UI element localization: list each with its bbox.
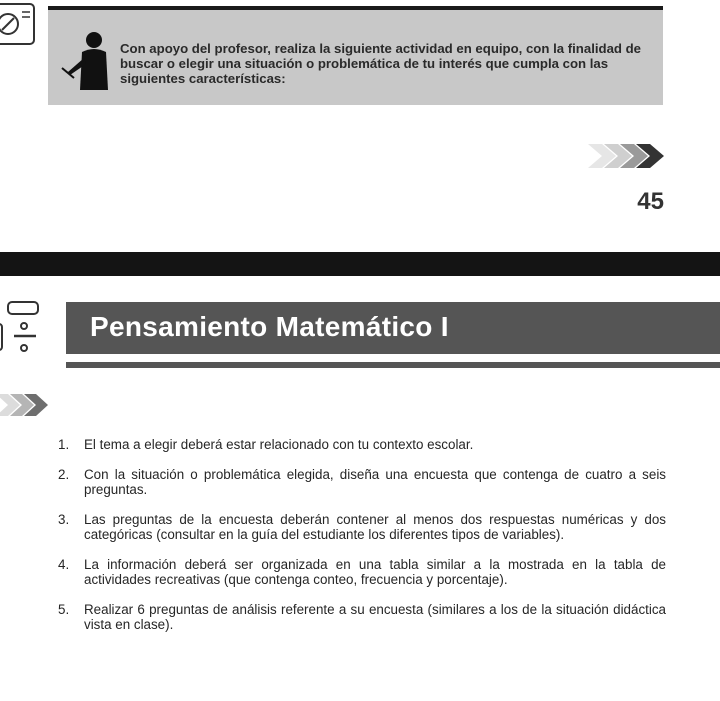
page-number: 45 <box>637 188 664 215</box>
list-item-number: 4. <box>58 557 70 572</box>
clipboard-icon <box>0 0 40 48</box>
teacher-icon <box>60 28 116 90</box>
section-title-band <box>66 302 720 354</box>
list-item-text: El tema a elegir deberá estar relacionado con tu contexto escolar. <box>84 437 474 452</box>
instruction-box <box>48 6 663 105</box>
arrows-icon <box>588 142 664 170</box>
list-item-number: 2. <box>58 467 70 482</box>
list-item <box>58 602 666 632</box>
black-band <box>0 252 720 276</box>
list-item-number: 1. <box>58 437 70 452</box>
instruction-text: Con apoyo del profesor, realiza la siguiente actividad en equipo, con la finalidad de buscar o elegir una situación o problemática de tu interés que cumpla con las siguientes características: <box>120 41 642 86</box>
list-item-text: Realizar 6 preguntas de análisis referente a su encuesta (similares a los de la situación didáctica vista en clase). <box>84 602 666 632</box>
list-item <box>58 557 666 587</box>
title-underline <box>66 362 720 368</box>
list-item-number: 3. <box>58 512 70 527</box>
list-item-text: La información deberá ser organizada en una tabla similar a la mostrada en la tabla de actividades recreativas (que contenga conteo, frecuencia y porcentaje). <box>84 557 666 587</box>
list-item <box>58 512 666 542</box>
list-item <box>58 437 666 452</box>
division-icon <box>0 296 46 360</box>
list-item-text: Las preguntas de la encuesta deberán contener al menos dos respuestas numéricas y dos categóricas (consultar en la guía del estudiante los diferentes tipos de variables). <box>84 512 666 542</box>
list-item <box>58 467 666 497</box>
section-title: Pensamiento Matemático I <box>90 311 449 342</box>
list-item-number: 5. <box>58 602 70 617</box>
list-item-text: Con la situación o problemática elegida, diseña una encuesta que contenga de cuatro a seis preguntas. <box>84 467 666 497</box>
task-list <box>58 437 666 647</box>
arrows-icon <box>0 392 48 418</box>
